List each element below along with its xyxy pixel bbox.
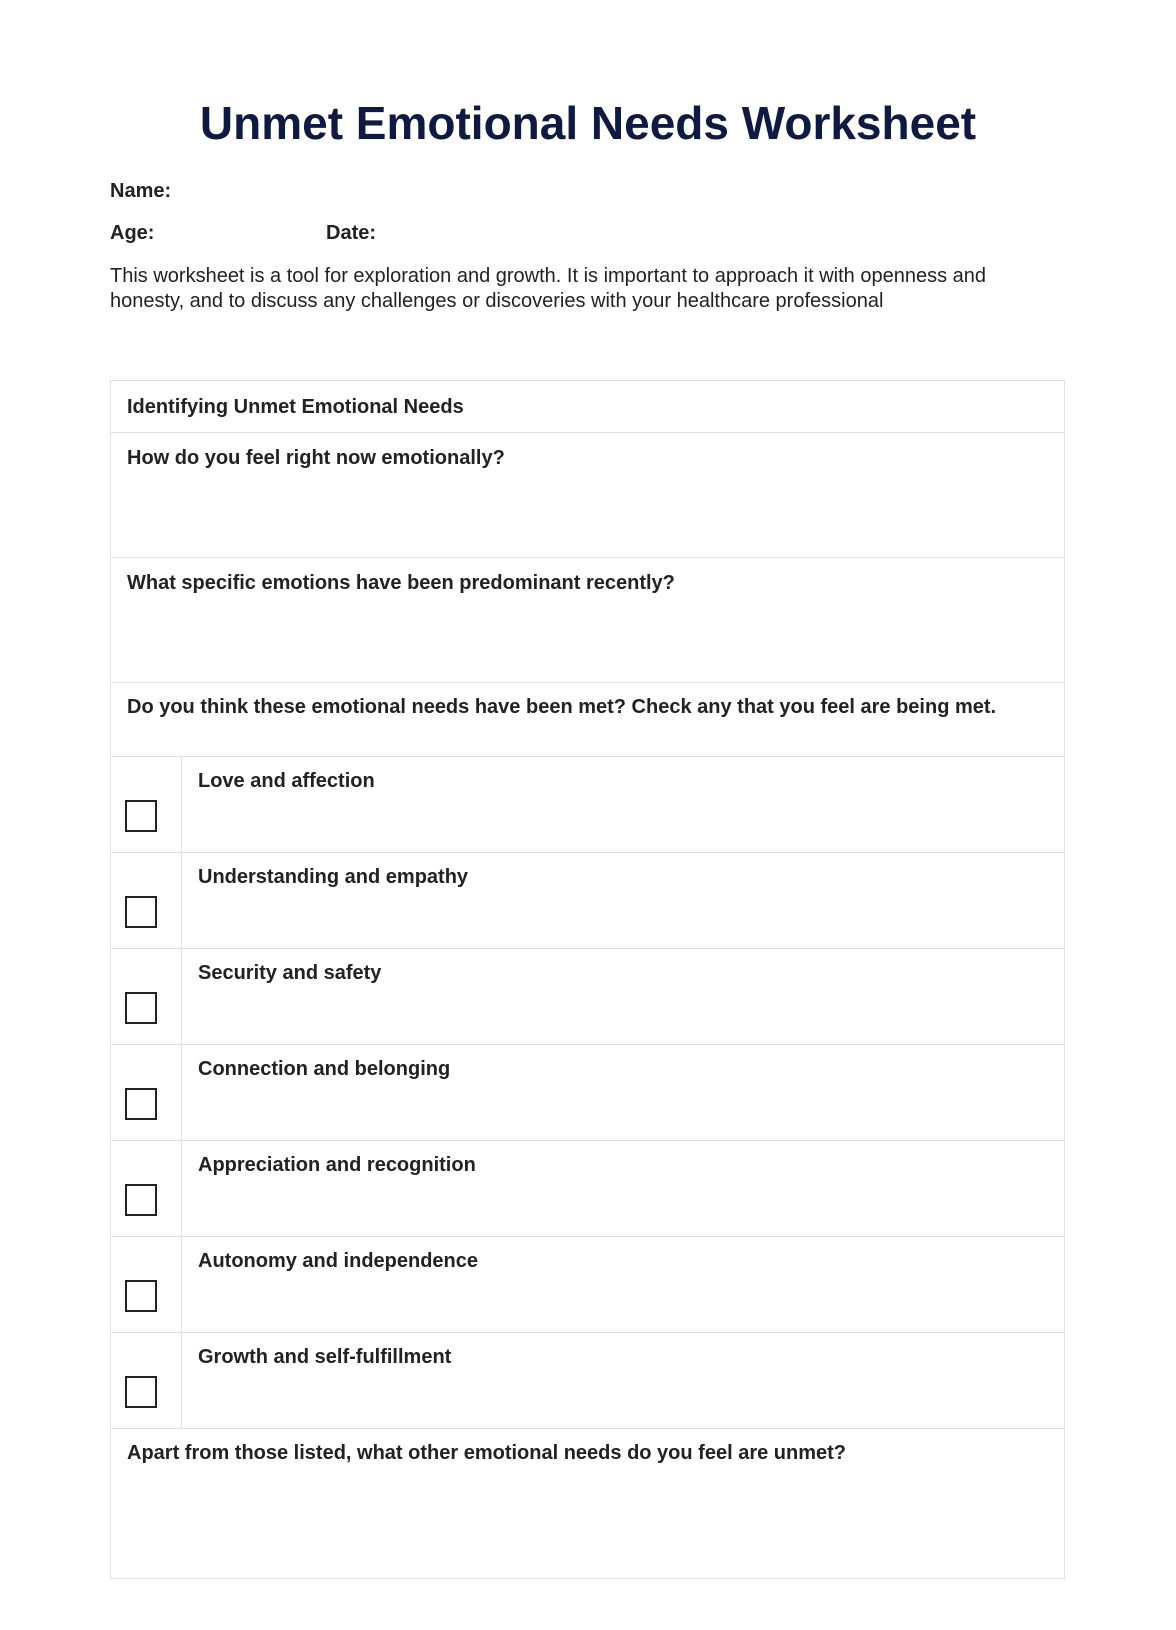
question-feel-now[interactable]: How do you feel right now emotionally? (111, 433, 1065, 558)
need-row (111, 1237, 1065, 1333)
need-label: Growth and self-fulfillment (182, 1333, 1065, 1429)
need-label: Connection and belonging (182, 1045, 1065, 1141)
question-row (111, 683, 1065, 757)
table-header-row (111, 381, 1065, 433)
question-needs-met: Do you think these emotional needs have been met? Check any that you feel are being met. (111, 683, 1065, 757)
need-row (111, 1333, 1065, 1429)
checkbox[interactable] (125, 800, 157, 832)
question-other-needs[interactable]: Apart from those listed, what other emotional needs do you feel are unmet? (111, 1429, 1065, 1579)
checkbox[interactable] (125, 1280, 157, 1312)
need-row (111, 1045, 1065, 1141)
need-label: Autonomy and independence (182, 1237, 1065, 1333)
age-label: Age: (110, 222, 155, 244)
question-row[interactable] (111, 433, 1065, 558)
question-predominant-emotions[interactable]: What specific emotions have been predominant recently? (111, 558, 1065, 683)
need-row (111, 949, 1065, 1045)
need-label: Security and safety (182, 949, 1065, 1045)
need-label: Understanding and empathy (182, 853, 1065, 949)
section-heading: Identifying Unmet Emotional Needs (111, 381, 1065, 433)
need-label: Appreciation and recognition (182, 1141, 1065, 1237)
need-row (111, 1141, 1065, 1237)
need-row (111, 757, 1065, 853)
question-row[interactable] (111, 1429, 1065, 1579)
intro-text: This worksheet is a tool for exploration and growth. It is important to approach it with openness and honesty, and to discuss any challenges or discoveries with your healthcare professional (110, 265, 987, 312)
question-row[interactable] (111, 558, 1065, 683)
checkbox[interactable] (125, 992, 157, 1024)
checkbox[interactable] (125, 896, 157, 928)
need-row (111, 853, 1065, 949)
name-label: Name: (110, 180, 172, 202)
checkbox[interactable] (125, 1088, 157, 1120)
checkbox[interactable] (125, 1184, 157, 1216)
date-label: Date: (326, 222, 377, 244)
need-label: Love and affection (182, 757, 1065, 853)
worksheet-table (110, 380, 1065, 1579)
checkbox[interactable] (125, 1376, 157, 1408)
page-title: Unmet Emotional Needs Worksheet (199, 97, 977, 149)
